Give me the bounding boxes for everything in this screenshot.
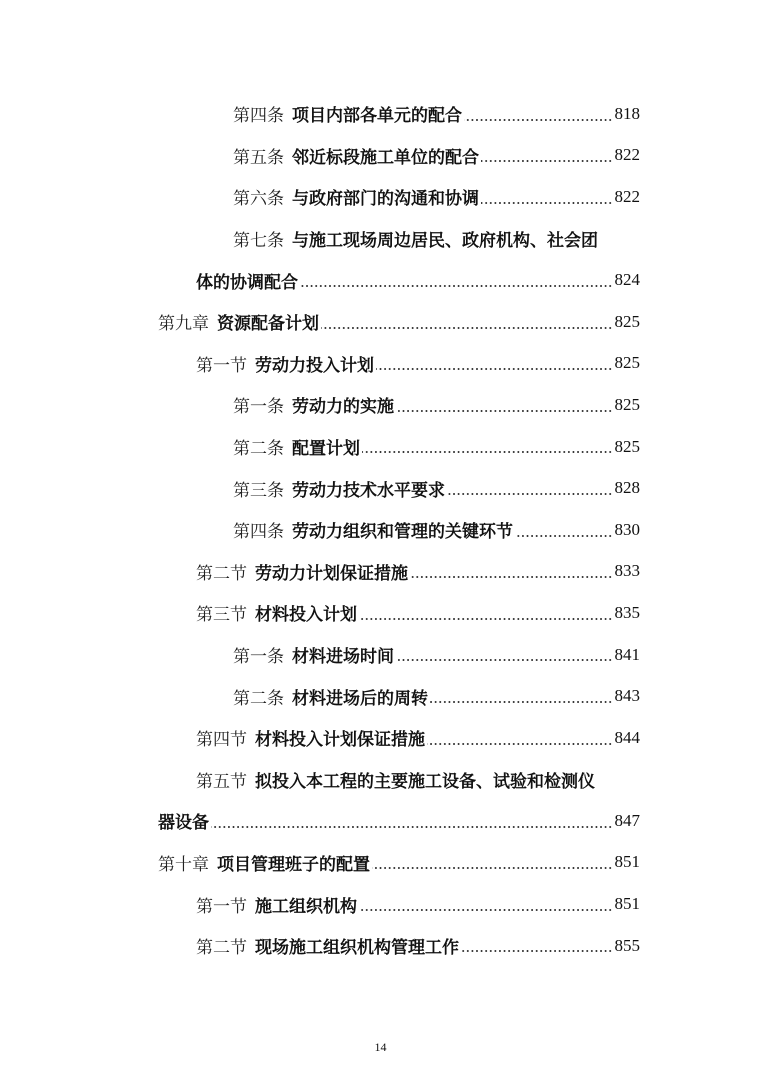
toc-entry-title: 材料投入计划: [255, 605, 357, 625]
toc-entry-page: 851: [614, 852, 640, 872]
toc-entry-title: 项目管理班子的配置: [217, 854, 370, 874]
toc-entry[interactable]: [0, 675, 761, 717]
dot-leader: [481, 201, 613, 205]
toc-entry[interactable]: [0, 883, 761, 925]
toc-entry[interactable]: [0, 717, 761, 759]
toc-entry-page: 818: [614, 103, 640, 123]
toc-entry-title: 施工组织机构: [255, 896, 357, 916]
dot-leader: [362, 450, 613, 454]
toc-line: [0, 176, 761, 218]
dot-leader: [430, 700, 613, 704]
toc-line: [0, 592, 761, 634]
toc-entry-page: 841: [614, 644, 640, 664]
toc-entry[interactable]: [0, 176, 761, 218]
toc-entry-title: 材料进场后的周转: [292, 688, 428, 708]
toc-entry-page: 828: [614, 478, 640, 498]
toc-entry-title-continuation: 体的协调配合: [196, 272, 298, 292]
toc-entry-page: 847: [614, 810, 640, 830]
toc-entry-title: 劳动力投入计划: [255, 355, 374, 375]
toc-entry-number: 第一条: [233, 397, 284, 417]
toc-line: [0, 883, 761, 925]
dot-leader: [376, 367, 613, 371]
toc-entry-title: 材料投入计划保证措施: [255, 730, 425, 750]
dot-leader: [427, 742, 613, 746]
toc-entry-title: 拟投入本工程的主要施工设备、试验和检测仪: [255, 771, 595, 791]
toc-line: [0, 925, 761, 967]
toc-entry[interactable]: [0, 509, 761, 551]
toc-entry-number: 第一节: [196, 355, 247, 375]
toc-entry-number: 第二节: [196, 563, 247, 583]
toc-entry-number: 第二条: [233, 439, 284, 459]
toc-entry[interactable]: [0, 634, 761, 676]
dot-leader: [211, 825, 613, 829]
toc-entry-page: 833: [614, 561, 640, 581]
toc-entry-page: 843: [614, 686, 640, 706]
toc-line: [0, 93, 761, 135]
toc-entry[interactable]: [0, 925, 761, 967]
toc-entry[interactable]: [0, 592, 761, 634]
toc-line-continuation: [0, 259, 761, 301]
dot-leader: [461, 949, 613, 953]
dot-leader: [396, 409, 613, 413]
toc-entry-title: 项目内部各单元的配合: [292, 106, 462, 126]
toc-entry-title: 劳动力的实施: [292, 397, 394, 417]
toc-line-continuation: [0, 800, 761, 842]
toc-entry[interactable]: [0, 426, 761, 468]
toc-entry[interactable]: [0, 384, 761, 426]
toc-entry-page: 825: [614, 436, 640, 456]
toc-entry-number: 第四条: [233, 522, 284, 542]
toc-entry-number: 第七条: [233, 231, 284, 251]
dot-leader: [515, 534, 613, 538]
toc-line: [0, 675, 761, 717]
toc-entry-title: 劳动力计划保证措施: [255, 563, 408, 583]
toc-entry-page: 825: [614, 394, 640, 414]
toc-entry[interactable]: [0, 759, 761, 842]
toc-line: [0, 218, 761, 260]
toc-entry-title: 邻近标段施工单位的配合: [292, 147, 479, 167]
toc-entry-title: 材料进场时间: [292, 647, 394, 667]
toc-line: [0, 467, 761, 509]
toc-entry-title: 配置计划: [292, 439, 360, 459]
toc-line: [0, 135, 761, 177]
toc-entry-page: 825: [614, 311, 640, 331]
toc-entry-number: 第九章: [158, 314, 209, 334]
toc-entry-number: 第二节: [196, 938, 247, 958]
toc-entry-number: 第五条: [233, 147, 284, 167]
toc-line: [0, 509, 761, 551]
toc-entry-number: 第三节: [196, 605, 247, 625]
toc-entry-number: 第三条: [233, 480, 284, 500]
toc-entry-title: 劳动力技术水平要求: [292, 480, 445, 500]
toc-entry-page: 844: [614, 727, 640, 747]
toc-line: [0, 301, 761, 343]
toc-entry-title: 劳动力组织和管理的关键环节: [292, 522, 513, 542]
dot-leader: [410, 575, 613, 579]
toc-entry-title: 与政府部门的沟通和协调: [292, 189, 479, 209]
dot-leader: [372, 866, 613, 870]
toc-entry[interactable]: [0, 218, 761, 301]
toc-entry[interactable]: [0, 551, 761, 593]
dot-leader: [447, 492, 613, 496]
toc-line: [0, 551, 761, 593]
toc-entry-number: 第二条: [233, 688, 284, 708]
dot-leader: [321, 326, 613, 330]
dot-leader: [464, 118, 613, 122]
toc-line: [0, 384, 761, 426]
toc-entry-number: 第四节: [196, 730, 247, 750]
table-of-contents: [0, 93, 761, 966]
toc-entry-page: 825: [614, 353, 640, 373]
toc-line: [0, 343, 761, 385]
toc-entry-page: 822: [614, 145, 640, 165]
dot-leader: [481, 159, 613, 163]
toc-line: [0, 634, 761, 676]
toc-entry[interactable]: [0, 842, 761, 884]
dot-leader: [396, 658, 613, 662]
toc-entry-number: 第六条: [233, 189, 284, 209]
toc-entry-title-continuation: 器设备: [158, 813, 209, 833]
toc-line: [0, 717, 761, 759]
toc-entry-page: 822: [614, 186, 640, 206]
toc-entry-title: 与施工现场周边居民、政府机构、社会团: [292, 231, 598, 251]
dot-leader: [359, 908, 613, 912]
toc-entry-number: 第十章: [158, 854, 209, 874]
toc-entry[interactable]: [0, 467, 761, 509]
toc-entry[interactable]: [0, 343, 761, 385]
toc-entry-number: 第一节: [196, 896, 247, 916]
toc-entry-page: 830: [614, 519, 640, 539]
toc-entry[interactable]: [0, 301, 761, 343]
toc-entry-title: 现场施工组织机构管理工作: [255, 938, 459, 958]
toc-entry[interactable]: [0, 135, 761, 177]
toc-entry-page: 855: [614, 935, 640, 955]
dot-leader: [359, 617, 613, 621]
dot-leader: [300, 284, 613, 288]
page-number: 14: [374, 1040, 387, 1054]
toc-entry-title: 资源配备计划: [217, 314, 319, 334]
toc-entry-page: 851: [614, 894, 640, 914]
toc-entry-number: 第一条: [233, 647, 284, 667]
toc-line: [0, 842, 761, 884]
toc-entry-page: 824: [614, 270, 640, 290]
toc-entry[interactable]: [0, 93, 761, 135]
toc-entry-page: 835: [614, 602, 640, 622]
toc-line: [0, 426, 761, 468]
toc-entry-number: 第五节: [196, 771, 247, 791]
toc-line: [0, 759, 761, 801]
toc-entry-number: 第四条: [233, 106, 284, 126]
